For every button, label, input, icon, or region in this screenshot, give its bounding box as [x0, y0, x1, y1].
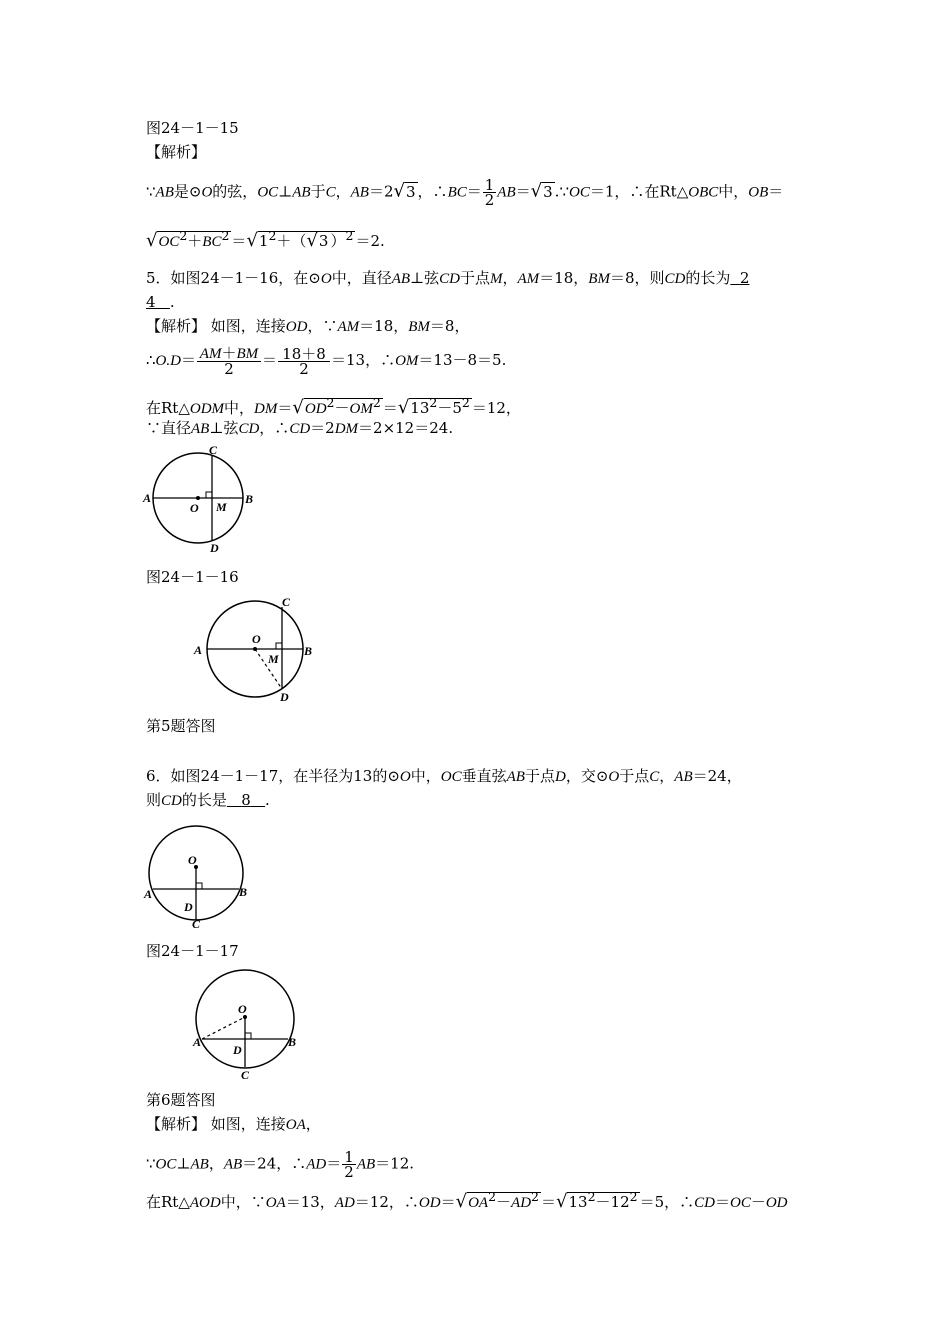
segment-oa-dashed [202, 1017, 245, 1039]
q6-stem-line2: 则CD的长是 8 . [146, 791, 270, 809]
jiexi-label-q4: 【解析】 [146, 143, 207, 161]
q6-solution-line2: ∵OC⊥AB，AB＝24，∴AD＝ $\frac{1}{2}$ AB＝12. [146, 1148, 415, 1181]
q6-solution-line3: 在Rt△AOD中，∵OA＝13，AD＝12，$\therefore OD=√OA^2-AD^2 =√13^2-12^2 =5$，∴CD＝OC－OD [146, 1189, 788, 1212]
q5-answer-part2: 4 [146, 293, 156, 311]
label-m: M [216, 500, 227, 514]
label-a: A [144, 887, 153, 901]
q5-answer-part1: 2 [739, 269, 750, 287]
right-angle-mark [196, 883, 202, 889]
center-point [253, 647, 257, 651]
label-m: M [268, 652, 279, 666]
jiexi-label-q6: 【解析】 [146, 1115, 207, 1133]
label-d: D [184, 900, 193, 914]
label-b: B [239, 885, 248, 899]
caption-answer-q5: 第5题答图 [146, 717, 216, 735]
caption-fig-24-1-16: 图24－1－16 [146, 568, 239, 586]
label-a: A [194, 643, 203, 657]
label-o: O [190, 501, 199, 515]
right-angle-mark [245, 1033, 251, 1039]
q4-solution-line1: ∵AB是⊙O的弦，OC⊥AB于C，AB＝2√3 ，∴BC＝ $\frac{1}{2}$ AB＝√3 .∵OC＝1，∴在Rt△OBC中，OB＝ [146, 176, 784, 209]
label-a: A [193, 1035, 202, 1049]
jiexi-label-q5: 【解析】 [146, 317, 207, 335]
figure-24-1-16 [140, 442, 260, 557]
label-o: O [188, 853, 197, 867]
q6-answer: 8 [241, 791, 251, 809]
q5-answer-continued: 4 . [146, 293, 175, 311]
label-o: O [252, 632, 261, 646]
figure-24-1-17 [140, 822, 255, 934]
right-angle-mark [276, 643, 282, 649]
answer-figure-q6 [190, 966, 310, 1084]
label-d: D [210, 541, 219, 555]
answer-figure-q5 [190, 593, 320, 708]
q5-solution-line4: ∵直径AB⊥弦CD，∴CD＝2DM＝2×12＝24. [146, 419, 454, 437]
label-c: C [282, 595, 291, 609]
label-b: B [288, 1035, 297, 1049]
q5-solution-line2: ∴O.D＝ $\frac{AM+BM}{2}$ ＝ $\frac{18+8}{2}$ ＝13，∴OM＝13－8＝5. [146, 344, 507, 378]
caption-fig-24-1-15: 图24－1－15 [146, 119, 239, 137]
right-angle-mark [206, 492, 212, 498]
center-point [196, 496, 200, 500]
label-d: D [233, 1043, 242, 1057]
label-d: D [280, 690, 289, 704]
q5-stem: 5．如图24－1－16，在⊙O中，直径AB⊥弦CD于点M，AM＝18，BM＝8，则CD的长为 2 [146, 269, 750, 287]
q5-solution-line1: 【解析】 如图，连接OD，∵AM＝18，BM＝8， [146, 317, 470, 335]
label-c: C [192, 917, 201, 931]
label-c: C [209, 443, 218, 457]
caption-fig-24-1-17: 图24－1－17 [146, 942, 239, 960]
q6-solution-line1: 【解析】 如图，连接OA， [146, 1115, 321, 1133]
label-b: B [245, 492, 254, 506]
label-o: O [238, 1002, 247, 1016]
label-c: C [241, 1068, 250, 1082]
q5-solution-line3: 在Rt△ODM中，$DM=√OD^2-OM^2 =√13^2-5^2 =12$， [146, 395, 521, 418]
caption-answer-q6: 第6题答图 [146, 1091, 216, 1109]
label-a: A [143, 491, 152, 505]
label-b: B [304, 644, 313, 658]
q4-solution-line2: $√OC^2+BC^2 =√1^2+(√3$ ）$^2$ ＝2. [146, 228, 385, 251]
q6-stem-line1: 6．如图24－1－17，在半径为13的⊙O中，OC垂直弦AB于点D，交⊙O于点C，AB＝24， [146, 767, 742, 785]
